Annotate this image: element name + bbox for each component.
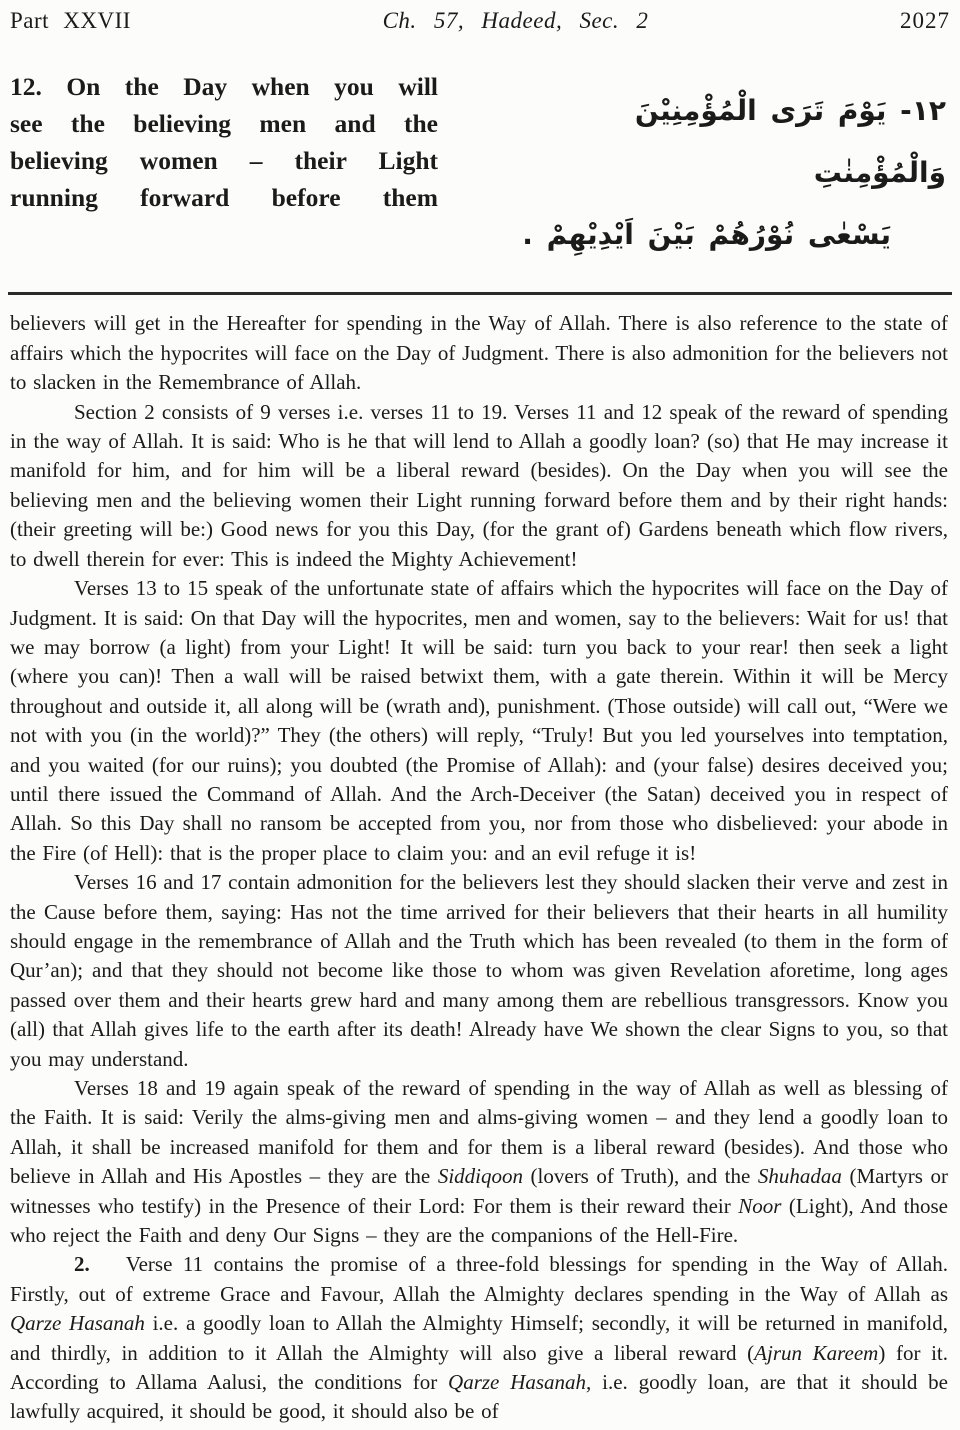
body-paragraph-1 bbox=[10, 309, 948, 397]
verse-translation-line-2: see the believing men and the bbox=[10, 109, 438, 139]
part-label: Part XXVII bbox=[10, 8, 131, 33]
text-segment: Verses 16 and 17 contain admonition for the believers lest they should slacken their verve and zest in the Cause before them, saying: Has not the time arrived for their believers that their hearts in all humility should engage in the remembrance of Allah and the Truth which has been revealed (to them in the form of Qur’an); and that they should not become like those to whom was given Revelation aforetime, long ages passed over them and their hearts grew hard and many among them are rebellious transgressors. Know you (all) that Allah gives life to the earth after its death! Already have We shown the clear Signs to you, so that you may understand. bbox=[10, 870, 949, 1071]
verse-block bbox=[0, 68, 960, 266]
body-paragraph-3 bbox=[10, 574, 948, 868]
text-segment: Verses 18 and 19 again speak of the reward of spending in the way of Allah as well as blessing of the Faith. It is said: Verily the alms-giving men and alms-giving women – and they lend a goodly loan to Allah, it shall be increased manifold for them and for them is a liberal reward (besides). And those who believe in Allah and His Apostles – they are the bbox=[10, 1076, 948, 1189]
commentary-text bbox=[10, 309, 948, 1426]
text-segment: Ajrun Kareem bbox=[754, 1340, 879, 1365]
text-segment: Qarze Hasanah, bbox=[448, 1370, 592, 1395]
text-segment: i.e. a goodly loan to Allah the Almighty Himself; secondly, it will be returned in manifold, and thirdly, in addition to it Allah the Almighty will also give a liberal reward ( bbox=[10, 1311, 948, 1365]
verse-arabic-line-1: ۱۲- يَوْمَ تَرَى الْمُؤْمِنِيْنَ وَالْمُؤْمِنٰتِ bbox=[634, 94, 946, 190]
body-paragraph-5 bbox=[10, 1074, 948, 1250]
text-segment: Section 2 consists of 9 verses i.e. verses 11 to 19. Verses 11 and 12 speak of the reward of spending in the way of Allah. It is said: Who is he that will lend to Allah a goodly loan? (so) that He may increase it manifold for him, and for him will be a liberal reward (besides). On the Day when you will see the believing men and the believing women their Light running forward before them and by their right hands: (their greeting will be:) Good news for you this Day, (for the grant of) Gardens beneath which flow rivers, to dwell therein for ever: This is indeed the Mighty Achievement! bbox=[10, 399, 948, 571]
verse-translation-line-1: 12. On the Day when you will bbox=[10, 72, 438, 102]
page-number: 2027 bbox=[900, 8, 950, 33]
verse-translation-line-4: running forward before them bbox=[10, 183, 438, 213]
text-segment: (lovers of Truth), and the bbox=[522, 1164, 758, 1189]
text-segment: Verses 13 to 15 speak of the unfortunate state of affairs which the hypocrites will face on the Day of Judgment. It is said: On that Day will the hypocrites, men and women, say to the believers: Wait for us! that we may borrow (a light) from your Light! It will be said: turn you back to your rear! then seek a light (where you can)! Then a wall will be raised betwixt them, with a gate therein. Within it will be Mercy throughout and outside it, all along will be (wrath and), punishment. (Those outside) will call out, “Were we not with you (in the world)?” They (the others) will reply, “Truly! But you led yourselves into temptation, and you waited (for our ruins); you doubted (the Promise of Allah): and (your false) desires deceived you; until there issued the Command of Allah. And the Arch-Deceiver (the Satan) deceived you in respect of Allah. So this Day shall no ransom be accepted from you, nor from those who disbelieved: your abode in the Fire (of Hell): that is the proper place to claim you: and an evil refuge it is! bbox=[10, 576, 948, 865]
section-divider bbox=[8, 292, 952, 295]
text-segment: Qarze Hasanah bbox=[10, 1311, 145, 1336]
text-segment: Verse 11 contains the promise of a three-fold blessings for spending in the Way of Allah. Firstly, out of extreme Grace and Favour, Allah the Almighty declares spending in the Way of Allah as bbox=[10, 1252, 948, 1306]
page-header bbox=[0, 0, 960, 34]
body-paragraph-2 bbox=[10, 398, 948, 574]
verse-translation-line-3: believing women – their Light bbox=[10, 146, 438, 176]
text-segment: believers will get in the Hereafter for spending in the Way of Allah. There is also reference to the state of affairs which the hypocrites will face on the Day of Judgment. There is also admonition for the believers not to slacken in the Remembrance of Allah. bbox=[10, 311, 948, 395]
verse-arabic-line-2: يَسْعٰى نُوْرُهُمْ بَيْنَ اَيْدِيْهِمْ . bbox=[522, 218, 891, 252]
body-paragraph-4 bbox=[10, 868, 948, 1074]
text-segment: Siddiqoon bbox=[437, 1164, 523, 1189]
text-segment: (Light), And those who reject the Faith and deny Our Signs – they are the companions of the Hell-Fire. bbox=[10, 1193, 948, 1248]
text-segment: Shuhadaa bbox=[757, 1164, 842, 1189]
body-paragraph-6 bbox=[10, 1250, 948, 1426]
text-segment: 2. bbox=[74, 1252, 90, 1277]
chapter-heading: Ch. 57, Hadeed, Sec. 2 bbox=[382, 8, 649, 33]
text-segment: Noor bbox=[738, 1193, 782, 1218]
text-segment: (Martyrs or witnesses who testify) in the Presence of their Lord: For them is their reward their bbox=[10, 1164, 948, 1218]
verse-arabic bbox=[516, 80, 946, 266]
verse-translation bbox=[10, 68, 438, 216]
text-segment: i.e. goodly loan, are that it should be lawfully acquired, it should be good, it should also be of bbox=[10, 1370, 948, 1424]
text-segment: ) for it. According to Allama Aalusi, the conditions for bbox=[10, 1340, 948, 1395]
